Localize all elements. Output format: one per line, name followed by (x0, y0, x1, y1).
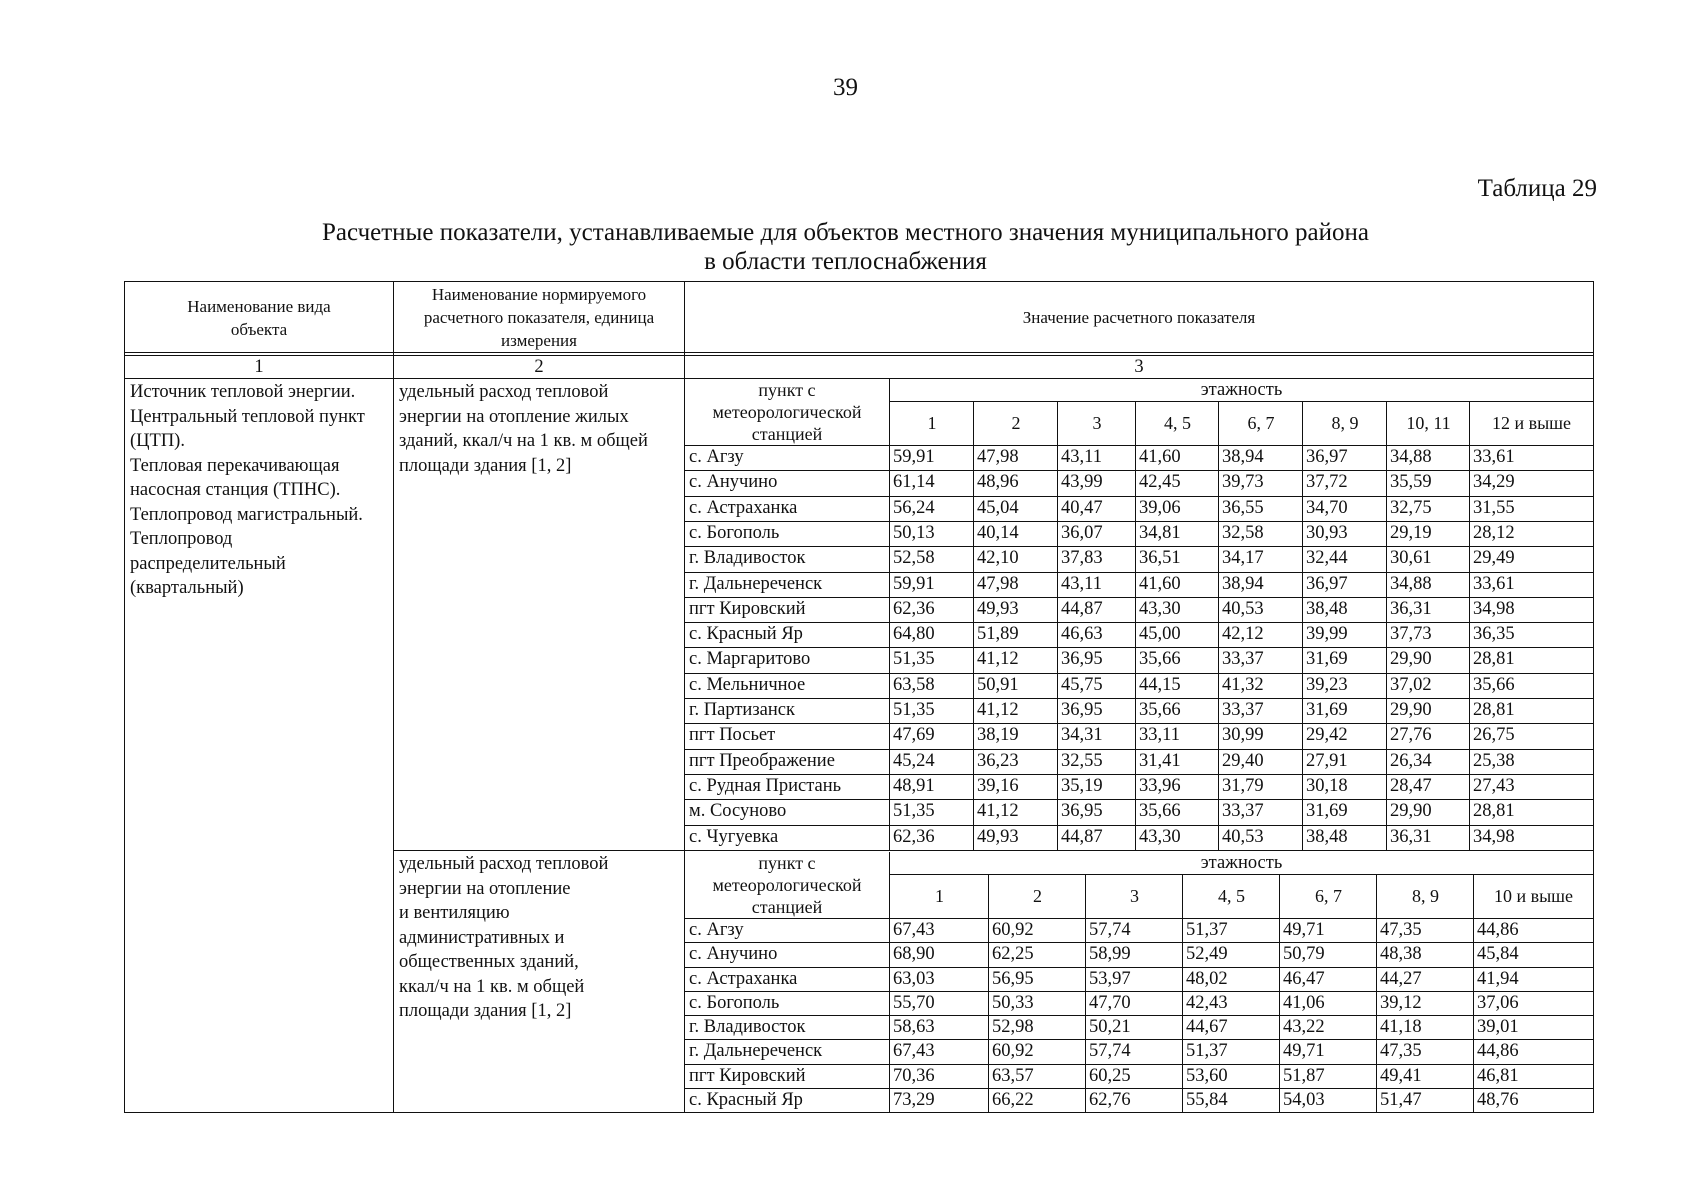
value-cell: 31,69 (1306, 801, 1348, 822)
value-cell: 43,11 (1061, 447, 1102, 467)
value-cell: 51,35 (893, 649, 935, 670)
value-cell: 37,06 (1477, 992, 1519, 1013)
title-line-2: в области теплоснабжения (704, 248, 987, 275)
floor-header-cell: 2 (1033, 886, 1042, 906)
point-name: с. Астраханка (689, 968, 798, 989)
point-name: с. Красный Яр (689, 1089, 803, 1110)
value-cell: 40,53 (1222, 826, 1264, 847)
value-cell: 62,36 (893, 598, 935, 619)
value-cell: 62,76 (1089, 1089, 1131, 1110)
table-label: Таблица 29 (1477, 175, 1597, 202)
value-cell: 37,83 (1061, 548, 1103, 569)
public-values-grid (685, 852, 1593, 1112)
value-cell: 41,12 (977, 801, 1019, 822)
point-name: с. Богополь (689, 522, 780, 543)
value-cell: 42,43 (1186, 992, 1228, 1013)
value-cell: 45,24 (893, 750, 935, 771)
value-cell: 57,74 (1089, 920, 1131, 940)
point-name: г. Владивосток (689, 1017, 806, 1037)
value-cell: 41,06 (1283, 992, 1325, 1013)
value-cell: 30,99 (1222, 725, 1264, 746)
value-cell: 35,66 (1139, 700, 1181, 720)
value-cell: 48,02 (1186, 968, 1228, 989)
value-cell: 62,36 (893, 826, 935, 847)
value-cell: 46,63 (1061, 624, 1103, 645)
value-cell: 36,35 (1473, 624, 1515, 645)
value-cell: 41,60 (1139, 573, 1181, 594)
value-cell: 49,41 (1380, 1065, 1422, 1086)
value-cell: 32,55 (1061, 750, 1103, 771)
value-cell: 56,95 (992, 968, 1034, 989)
value-cell: 55,84 (1186, 1089, 1228, 1110)
value-cell: 34,29 (1473, 472, 1515, 493)
point-name: с. Красный Яр (689, 624, 803, 645)
value-cell: 44,15 (1139, 674, 1181, 695)
floor-header-cell: 3 (1092, 413, 1102, 433)
column-number-3: 3 (1134, 356, 1144, 377)
floor-header-cell: 6, 7 (1247, 413, 1275, 433)
value-cell: 34,31 (1061, 725, 1103, 746)
value-cell: 40,14 (977, 522, 1019, 543)
value-cell: 37,72 (1306, 472, 1348, 493)
value-cell: 41,12 (977, 700, 1019, 720)
point-name: пгт Кировский (689, 1065, 806, 1086)
title-line-1: Расчетные показатели, устанавливаемые для объектов местного значения муниципального района (321, 219, 1369, 246)
value-cell: 44,27 (1380, 968, 1422, 989)
point-name: с. Рудная Пристань (689, 775, 842, 796)
value-cell: 51,35 (893, 700, 935, 720)
point-header: пункт с метеорологической станцией (712, 380, 862, 444)
value-cell: 48,96 (977, 472, 1019, 493)
value-cell: 27,43 (1473, 775, 1515, 796)
floor-header-cell: 10 и выше (1493, 886, 1574, 906)
header-object-type: Наименование вида объекта (187, 296, 331, 339)
value-cell: 34,88 (1390, 573, 1432, 594)
value-cell: 27,76 (1390, 725, 1432, 746)
value-cell: 39,12 (1380, 992, 1422, 1013)
value-cell: 30,18 (1306, 775, 1348, 796)
value-cell: 47,98 (977, 573, 1019, 594)
value-cell: 41,94 (1477, 968, 1519, 989)
value-cell: 50,91 (977, 674, 1019, 695)
object-type-text: Источник тепловой энергии. Центральный тепловой пункт (ЦТП). Тепловая перекачивающая насосная станция (ТПНС). Теплопровод магистральный. Теплопровод распределительный (квартальный) (130, 382, 365, 598)
point-name: г. Дальнереченск (689, 1041, 823, 1062)
value-cell: 28,81 (1473, 649, 1515, 670)
point-name: с. Астраханка (689, 497, 798, 518)
value-cell: 44,86 (1477, 1041, 1519, 1062)
value-cell: 47,69 (893, 725, 935, 746)
value-cell: 36,31 (1390, 598, 1432, 619)
value-cell: 59,91 (893, 447, 935, 467)
value-cell: 57,74 (1089, 1041, 1131, 1062)
value-cell: 39,06 (1139, 497, 1181, 518)
value-cell: 38,48 (1306, 826, 1348, 847)
value-cell: 49,93 (977, 598, 1019, 619)
floor-header-cell: 4, 5 (1164, 413, 1191, 433)
value-cell: 29,49 (1473, 548, 1515, 569)
value-cell: 36,95 (1061, 700, 1103, 720)
value-cell: 56,24 (893, 497, 935, 518)
point-name: с. Чугуевка (689, 826, 779, 847)
value-cell: 55,70 (893, 992, 935, 1013)
column-number-1: 1 (254, 356, 264, 377)
value-cell: 31,69 (1306, 700, 1348, 720)
value-cell: 39,01 (1477, 1017, 1519, 1037)
floor-header-cell: 3 (1130, 886, 1139, 906)
value-cell: 52,58 (893, 548, 935, 569)
value-cell: 68,90 (893, 944, 935, 965)
point-name: г. Партизанск (689, 700, 795, 720)
value-cell: 63,57 (992, 1065, 1034, 1086)
floor-header-cell: 6, 7 (1315, 886, 1342, 906)
value-cell: 42,10 (977, 548, 1019, 569)
value-cell: 36,31 (1390, 826, 1432, 847)
point-name: с. Мельничное (689, 674, 806, 695)
floor-header-cell: 1 (927, 413, 937, 433)
value-cell: 52,49 (1186, 944, 1228, 965)
value-cell: 60,25 (1089, 1065, 1131, 1086)
value-cell: 52,98 (992, 1017, 1034, 1037)
value-cell: 45,75 (1061, 674, 1103, 695)
value-cell: 41,12 (977, 649, 1019, 670)
value-cell: 51,37 (1186, 920, 1228, 940)
value-cell: 28,81 (1473, 700, 1515, 720)
header-value: Значение расчетного показателя (1022, 308, 1256, 327)
value-cell: 43,99 (1061, 472, 1103, 493)
value-cell: 36,97 (1306, 447, 1348, 467)
value-cell: 46,81 (1477, 1065, 1519, 1086)
value-cell: 40,53 (1222, 598, 1264, 619)
value-cell: 53,97 (1089, 968, 1131, 989)
document-title (0, 218, 1691, 276)
value-cell: 73,29 (893, 1089, 935, 1110)
value-cell: 51,87 (1283, 1065, 1325, 1086)
value-cell: 42,45 (1139, 472, 1181, 493)
value-cell: 62,25 (992, 944, 1034, 965)
value-cell: 64,80 (893, 624, 935, 645)
point-header: пункт с метеорологической станцией (712, 853, 862, 917)
value-cell: 50,13 (893, 522, 935, 543)
value-cell: 67,43 (893, 920, 935, 940)
value-cell: 43,11 (1061, 573, 1102, 594)
floor-header-cell: 1 (935, 886, 944, 906)
value-cell: 29,90 (1390, 801, 1432, 822)
value-cell: 51,35 (893, 801, 935, 822)
point-name: м. Сосуново (689, 801, 787, 822)
value-cell: 31,79 (1222, 775, 1264, 796)
indicator-public: удельный расход тепловой энергии на отопление и вентиляцию административных и общественных зданий, ккал/ч на 1 кв. м общей площади здания [1, 2] (399, 854, 609, 1021)
value-cell: 33,96 (1139, 775, 1181, 796)
floor-header-cell: 8, 9 (1331, 413, 1359, 433)
value-cell: 29,90 (1390, 649, 1432, 670)
value-cell: 41,32 (1222, 674, 1264, 695)
value-cell: 29,40 (1222, 750, 1264, 771)
value-cell: 35,66 (1139, 801, 1181, 822)
value-cell: 38,94 (1222, 447, 1264, 467)
value-cell: 35,66 (1139, 649, 1181, 670)
value-cell: 35,59 (1390, 472, 1432, 493)
value-cell: 63,58 (893, 674, 935, 695)
value-cell: 43,30 (1139, 826, 1181, 847)
value-cell: 38,94 (1222, 573, 1264, 594)
value-cell: 34,98 (1473, 598, 1515, 619)
section-rule (684, 850, 1593, 851)
value-cell: 61,14 (893, 472, 935, 493)
value-cell: 33,11 (1139, 725, 1180, 746)
value-cell: 33,37 (1222, 801, 1264, 822)
value-cell: 40,47 (1061, 497, 1103, 518)
value-cell: 70,36 (893, 1065, 935, 1086)
value-cell: 45,84 (1477, 944, 1519, 965)
value-cell: 46,47 (1283, 968, 1325, 989)
value-cell: 39,16 (977, 775, 1019, 796)
residential-values-grid (685, 379, 1593, 850)
value-cell: 32,58 (1222, 522, 1264, 543)
value-cell: 54,03 (1283, 1089, 1325, 1110)
value-cell: 35,19 (1061, 775, 1103, 796)
point-name: с. Анучино (689, 472, 778, 493)
value-cell: 34,98 (1473, 826, 1515, 847)
value-cell: 27,91 (1306, 750, 1348, 771)
divider-col1 (393, 282, 394, 1112)
value-cell: 32,75 (1390, 497, 1432, 518)
value-cell: 39,23 (1306, 674, 1348, 695)
value-cell: 31,41 (1139, 750, 1181, 771)
header-rule-top (125, 352, 1593, 353)
value-cell: 66,22 (992, 1089, 1034, 1110)
value-cell: 48,91 (893, 775, 935, 796)
value-cell: 25,38 (1473, 750, 1515, 771)
value-cell: 49,71 (1283, 920, 1325, 940)
point-name: пгт Посьет (689, 725, 776, 746)
value-cell: 36,95 (1061, 801, 1103, 822)
value-cell: 51,37 (1186, 1041, 1228, 1062)
value-cell: 28,12 (1473, 522, 1515, 543)
value-cell: 43,22 (1283, 1017, 1325, 1037)
value-cell: 50,79 (1283, 944, 1325, 965)
value-cell: 50,33 (992, 992, 1034, 1013)
point-name: с. Маргаритово (689, 649, 811, 670)
indicator-residential: удельный расход тепловой энергии на отопление жилых зданий, ккал/ч на 1 кв. м общей площади здания [1, 2] (399, 382, 648, 476)
value-cell: 67,43 (893, 1041, 935, 1062)
point-name: с. Агзу (689, 920, 744, 940)
value-cell: 36,95 (1061, 649, 1103, 670)
value-cell: 37,02 (1390, 674, 1432, 695)
value-cell: 47,35 (1380, 1041, 1422, 1062)
floor-header-cell: 4, 5 (1218, 886, 1245, 906)
point-name: с. Агзу (689, 447, 744, 467)
value-cell: 31,55 (1473, 497, 1515, 518)
value-cell: 41,60 (1139, 447, 1181, 467)
value-cell: 47,35 (1380, 920, 1422, 940)
value-cell: 63,03 (893, 968, 935, 989)
value-cell: 28,47 (1390, 775, 1432, 796)
value-cell: 34,81 (1139, 522, 1181, 543)
value-cell: 33,61 (1473, 447, 1515, 467)
value-cell: 51,47 (1380, 1089, 1422, 1110)
point-name: г. Владивосток (689, 548, 806, 569)
value-cell: 36,07 (1061, 522, 1103, 543)
value-cell: 34,88 (1390, 447, 1432, 467)
value-cell: 33,37 (1222, 700, 1264, 720)
value-cell: 58,99 (1089, 944, 1131, 965)
value-cell: 26,75 (1473, 725, 1515, 746)
value-cell: 41,18 (1380, 1017, 1422, 1037)
value-cell: 34,70 (1306, 497, 1348, 518)
floors-header: этажность (1200, 852, 1283, 873)
floor-header-cell: 10, 11 (1406, 413, 1451, 433)
header-indicator: Наименование нормируемого расчетного показателя, единица измерения (423, 285, 655, 350)
value-cell: 60,92 (992, 1041, 1034, 1062)
indicator-divider (393, 850, 684, 851)
value-cell: 36,97 (1306, 573, 1348, 594)
value-cell: 58,63 (893, 1017, 935, 1037)
floor-header-cell: 2 (1011, 413, 1021, 433)
value-cell: 39,73 (1222, 472, 1264, 493)
value-cell: 30,61 (1390, 548, 1432, 569)
value-cell: 48,76 (1477, 1089, 1519, 1110)
value-cell: 44,67 (1186, 1017, 1228, 1037)
value-cell: 29,42 (1306, 725, 1348, 746)
value-cell: 28,81 (1473, 801, 1515, 822)
value-cell: 34,17 (1222, 548, 1264, 569)
value-cell: 45,04 (977, 497, 1019, 518)
value-cell: 29,90 (1390, 700, 1432, 720)
value-cell: 59,91 (893, 573, 935, 594)
value-cell: 32,44 (1306, 548, 1348, 569)
value-cell: 60,92 (992, 920, 1034, 940)
page-number: 39 (833, 74, 858, 101)
value-cell: 31,69 (1306, 649, 1348, 670)
point-name: г. Дальнереченск (689, 573, 823, 594)
value-cell: 30,93 (1306, 522, 1348, 543)
value-cell: 29,19 (1390, 522, 1432, 543)
value-cell: 26,34 (1390, 750, 1432, 771)
value-cell: 44,87 (1061, 826, 1103, 847)
point-name: с. Богополь (689, 992, 780, 1013)
value-cell: 36,55 (1222, 497, 1264, 518)
value-cell: 48,38 (1380, 944, 1422, 965)
point-name: с. Анучино (689, 944, 778, 965)
value-cell: 39,99 (1306, 624, 1348, 645)
value-cell: 33,37 (1222, 649, 1264, 670)
value-cell: 47,70 (1089, 992, 1131, 1013)
value-cell: 45,00 (1139, 624, 1181, 645)
value-cell: 53,60 (1186, 1065, 1228, 1086)
value-cell: 50,21 (1089, 1017, 1131, 1037)
floor-header-cell: 12 и выше (1491, 413, 1572, 433)
value-cell: 35,66 (1473, 674, 1515, 695)
value-cell: 38,19 (977, 725, 1019, 746)
value-cell: 37,73 (1390, 624, 1432, 645)
value-cell: 49,71 (1283, 1041, 1325, 1062)
column-number-2: 2 (534, 356, 544, 377)
point-name: пгт Кировский (689, 598, 806, 619)
floors-header: этажность (1200, 379, 1283, 400)
value-cell: 49,93 (977, 826, 1019, 847)
value-cell: 38,48 (1306, 598, 1348, 619)
value-cell: 47,98 (977, 447, 1019, 467)
value-cell: 43,30 (1139, 598, 1181, 619)
floor-header-cell: 8, 9 (1412, 886, 1439, 906)
value-cell: 33,61 (1473, 573, 1515, 594)
value-cell: 44,86 (1477, 920, 1519, 940)
value-cell: 42,12 (1222, 624, 1264, 645)
point-name: пгт Преображение (689, 750, 835, 771)
table-29 (124, 281, 1594, 1113)
value-cell: 36,23 (977, 750, 1019, 771)
value-cell: 44,87 (1061, 598, 1103, 619)
value-cell: 51,89 (977, 624, 1019, 645)
value-cell: 36,51 (1139, 548, 1181, 569)
